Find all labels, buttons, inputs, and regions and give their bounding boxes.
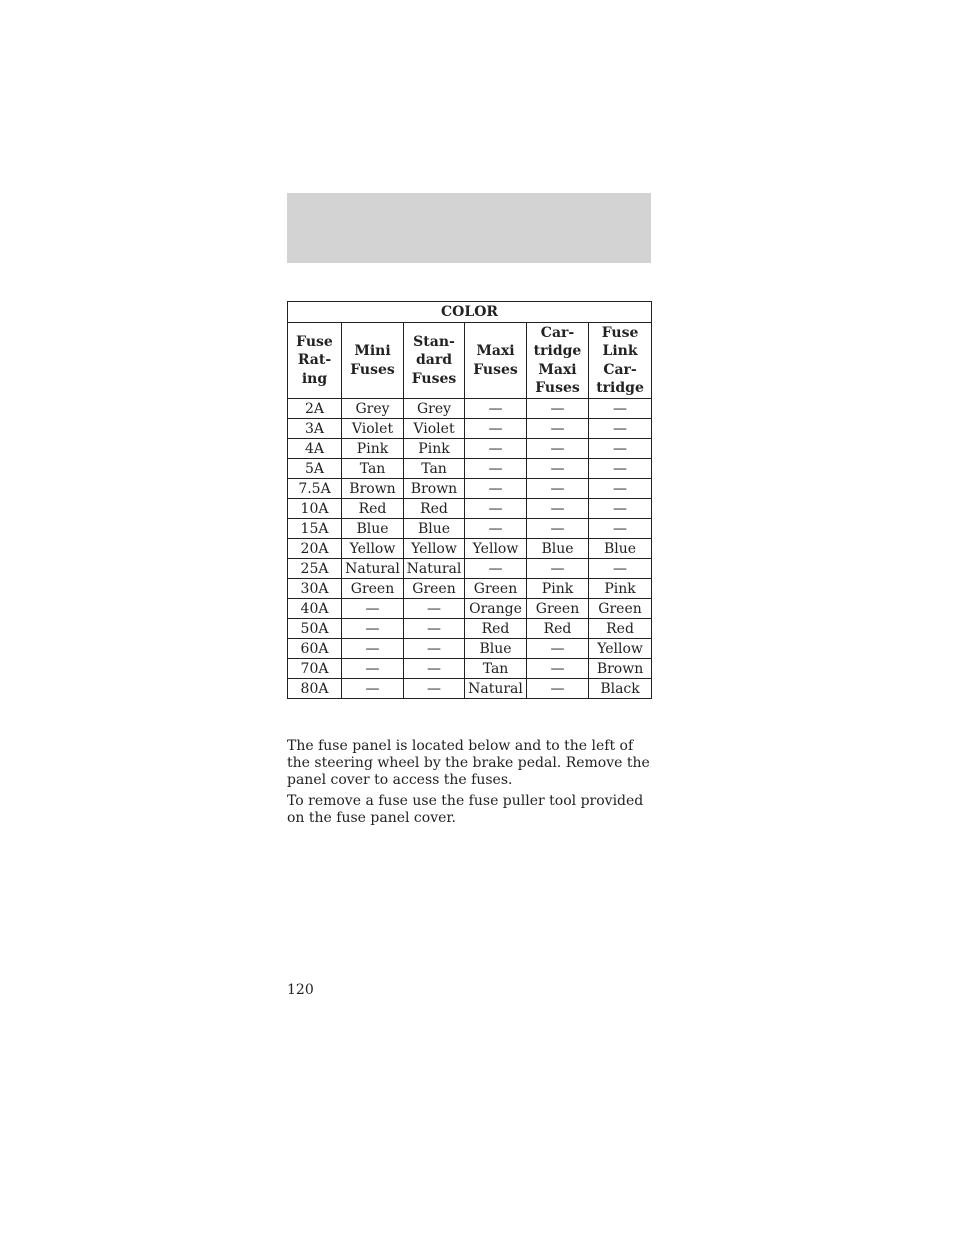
color-cell: Yellow [404, 539, 465, 559]
header-line: Fuse [296, 333, 333, 350]
header-line: Car- [603, 361, 637, 378]
color-cell: Natural [465, 679, 527, 699]
table-row [288, 619, 652, 639]
table-row [288, 439, 652, 459]
color-cell: Brown [589, 659, 652, 679]
color-cell: — [342, 659, 404, 679]
fuse-rating-cell: 2A [288, 399, 342, 419]
color-cell: Green [404, 579, 465, 599]
fuse-rating-cell: 60A [288, 639, 342, 659]
color-group-header: COLOR [288, 302, 652, 323]
color-cell: Pink [589, 579, 652, 599]
color-cell: Green [342, 579, 404, 599]
header-line: Rat- [297, 352, 332, 369]
color-cell: — [589, 399, 652, 419]
color-cell: — [527, 679, 589, 699]
table-row [288, 519, 652, 539]
table-row [288, 659, 652, 679]
page-number: 120 [287, 982, 314, 998]
color-cell: Tan [465, 659, 527, 679]
fuse-panel-location-text: The fuse panel is located below and to the left of the steering wheel by the brake pedal. Remove the panel cover to access the fuses. [287, 738, 650, 788]
color-cell: — [465, 499, 527, 519]
fuse-removal-text: To remove a fuse use the fuse puller tool provided on the fuse panel cover. [287, 793, 644, 826]
header-line: tridge [533, 343, 582, 359]
color-cell: Yellow [465, 539, 527, 559]
fuse-color-table [287, 301, 652, 699]
header-line: Link [602, 343, 638, 359]
color-cell: Orange [465, 599, 527, 619]
color-cell: — [589, 499, 652, 519]
color-cell: — [527, 659, 589, 679]
table-row [288, 559, 652, 579]
color-cell: — [527, 459, 589, 479]
color-cell: Green [589, 599, 652, 619]
maxi-fuses-header [465, 323, 527, 399]
color-cell: — [404, 639, 465, 659]
table-row [288, 399, 652, 419]
standard-fuses-header [404, 323, 465, 399]
color-cell: — [342, 679, 404, 699]
color-cell: — [342, 619, 404, 639]
color-cell: Tan [342, 459, 404, 479]
color-cell: Blue [342, 519, 404, 539]
table-row [288, 539, 652, 559]
fuse-rating-cell: 10A [288, 499, 342, 519]
color-cell: — [589, 439, 652, 459]
color-cell: Red [527, 619, 589, 639]
color-cell: Black [589, 679, 652, 699]
fuse-rating-cell: 40A [288, 599, 342, 619]
color-cell: — [465, 439, 527, 459]
color-cell: Yellow [589, 639, 652, 659]
fuse-rating-cell: 7.5A [288, 479, 342, 499]
color-cell: — [527, 519, 589, 539]
color-cell: Red [465, 619, 527, 639]
color-cell: — [342, 599, 404, 619]
color-cell: — [527, 559, 589, 579]
fuse-rating-cell: 50A [288, 619, 342, 639]
color-cell: — [465, 519, 527, 539]
fuse-rating-cell: 80A [288, 679, 342, 699]
header-line: Car- [540, 324, 575, 341]
fuse-rating-cell: 25A [288, 559, 342, 579]
fuse-rating-cell: 3A [288, 419, 342, 439]
color-cell: — [465, 459, 527, 479]
color-cell: Yellow [342, 539, 404, 559]
table-row [288, 579, 652, 599]
table-row [288, 479, 652, 499]
fuse-rating-cell: 30A [288, 579, 342, 599]
color-cell: — [404, 679, 465, 699]
column-headers [288, 323, 652, 399]
color-cell: — [589, 459, 652, 479]
color-cell: Blue [589, 539, 652, 559]
color-cell: — [589, 519, 652, 539]
header-line: Mini [354, 343, 391, 359]
fuse-rating-cell: 4A [288, 439, 342, 459]
color-cell: Pink [527, 579, 589, 599]
table-row [288, 419, 652, 439]
color-cell: Red [404, 499, 465, 519]
cartridge-maxi-fuses-header [527, 323, 589, 399]
fuse-table-body [288, 399, 652, 699]
color-cell: Brown [342, 479, 404, 499]
table-row [288, 639, 652, 659]
color-cell: — [404, 619, 465, 639]
header-line: Fuses [350, 361, 395, 378]
header-line: tridge [596, 380, 644, 396]
color-cell: Pink [404, 439, 465, 459]
color-cell: — [527, 639, 589, 659]
header-line: Maxi [476, 343, 515, 359]
color-cell: Grey [404, 399, 465, 419]
color-cell: Blue [404, 519, 465, 539]
color-cell: Brown [404, 479, 465, 499]
fuse-rating-cell: 15A [288, 519, 342, 539]
color-cell: — [342, 639, 404, 659]
section-header-band [287, 193, 651, 263]
header-line: Fuses [535, 380, 580, 396]
color-cell: — [465, 479, 527, 499]
color-cell: — [465, 419, 527, 439]
table-row [288, 459, 652, 479]
header-line: dard [415, 352, 453, 369]
color-cell: Blue [527, 539, 589, 559]
color-cell: — [527, 479, 589, 499]
color-cell: — [465, 399, 527, 419]
color-cell: Blue [465, 639, 527, 659]
color-cell: Green [465, 579, 527, 599]
fuse-link-cartridge-header [589, 323, 652, 399]
table-row [288, 679, 652, 699]
color-cell: — [589, 419, 652, 439]
header-line: Fuses [411, 370, 457, 387]
color-cell: Red [342, 499, 404, 519]
table-row [288, 499, 652, 519]
color-cell: — [527, 419, 589, 439]
color-cell: Green [527, 599, 589, 619]
color-cell: — [527, 399, 589, 419]
header-line: ing [301, 370, 328, 387]
fuse-rating-header [288, 323, 342, 399]
fuse-rating-cell: 5A [288, 459, 342, 479]
color-cell: Pink [342, 439, 404, 459]
color-cell: Violet [404, 419, 465, 439]
color-cell: — [527, 499, 589, 519]
color-cell: Violet [342, 419, 404, 439]
header-line: Stan- [413, 333, 455, 350]
color-cell: — [527, 439, 589, 459]
color-cell: Tan [404, 459, 465, 479]
color-cell: — [465, 559, 527, 579]
mini-fuses-header [342, 323, 404, 399]
color-cell: Red [589, 619, 652, 639]
header-line: Maxi [538, 361, 577, 378]
fuse-rating-cell: 70A [288, 659, 342, 679]
color-cell: — [589, 479, 652, 499]
color-cell: Natural [342, 559, 404, 579]
color-cell: Grey [342, 399, 404, 419]
color-cell: Natural [404, 559, 465, 579]
color-cell: — [404, 599, 465, 619]
color-cell: — [404, 659, 465, 679]
header-line: Fuse [601, 324, 639, 341]
header-line: Fuses [473, 361, 518, 378]
fuse-rating-cell: 20A [288, 539, 342, 559]
table-row [288, 599, 652, 619]
color-cell: — [589, 559, 652, 579]
